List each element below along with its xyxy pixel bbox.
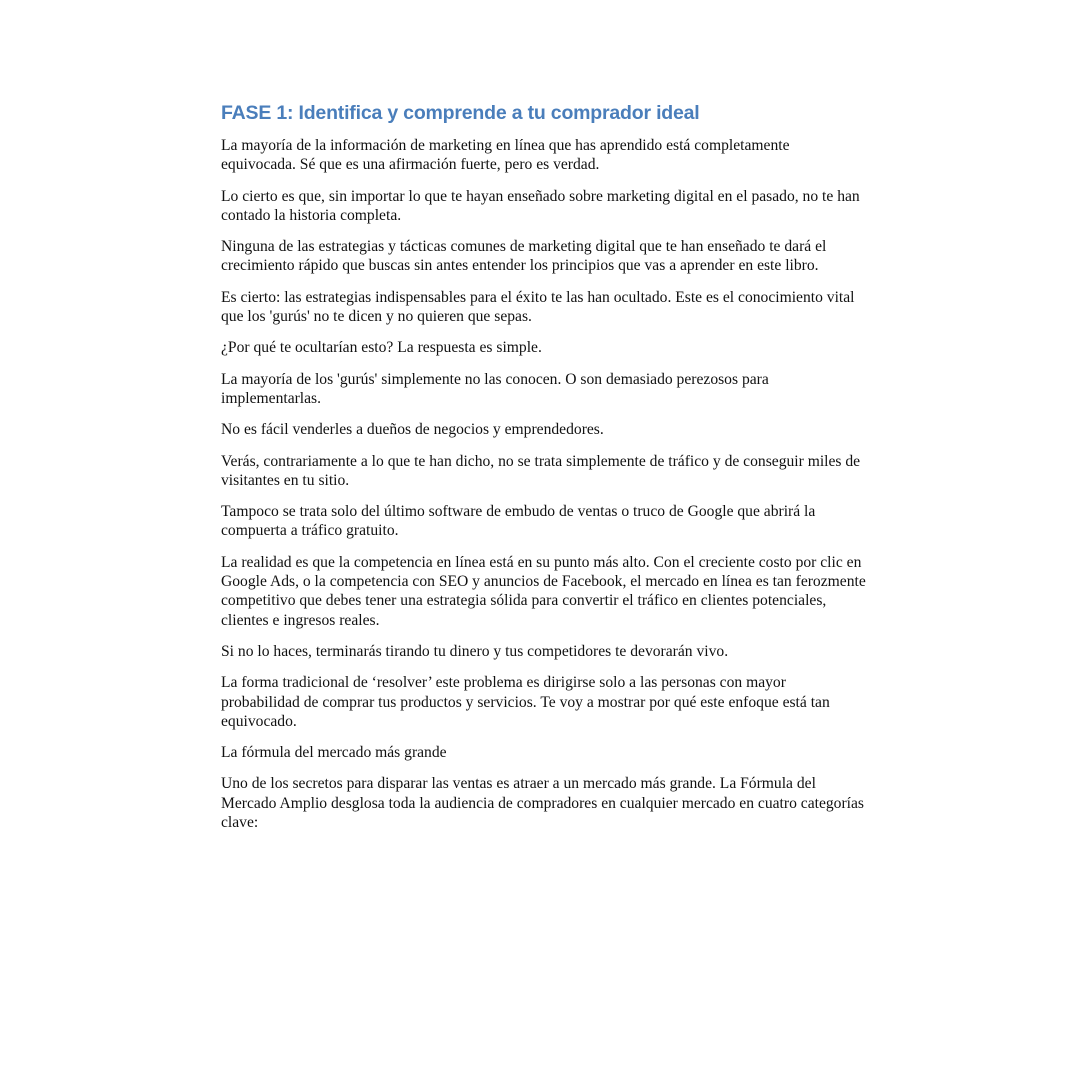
paragraph-5: ¿Por qué te ocultarían esto? La respuesta es simple. — [221, 339, 542, 357]
paragraph-8: Verás, contrariamente a lo que te han dicho, no se trata simplemente de tráfico y de conseguir miles de visitantes en tu sitio. — [221, 452, 861, 489]
paragraph-4: Es cierto: las estrategias indispensables para el éxito te las han ocultado. Este es el conocimiento vital que los 'gurús' no te dicen y no quieren que sepas. — [221, 288, 855, 326]
paragraph-3: Ninguna de las estrategias y tácticas comunes de marketing digital que te han enseñado te dará el crecimiento rápido que buscas sin antes entender los principios que vas a aprender en este libro. — [221, 238, 827, 275]
paragraph-10: La realidad es que la competencia en línea está en su punto más alto. Con el creciente costo por clic en Google Ads, o la competencia con SEO y anuncios de Facebook, el mercado en línea es tan ferozmente competitivo que debes tener una estrategia sólida para convertir el tráfico en clientes potenciales, clientes e ingresos reales. — [221, 553, 866, 629]
paragraph-1: La mayoría de la información de marketing en línea que has aprendido está completamente equivocada. Sé que es una afirmación fuerte, pero es verdad. — [221, 137, 790, 174]
paragraph-2: Lo cierto es que, sin importar lo que te hayan enseñado sobre marketing digital en el pasado, no te han contado la historia completa. — [221, 187, 860, 224]
paragraph-7: No es fácil venderles a dueños de negocios y emprendedores. — [221, 421, 604, 439]
paragraph-13: La fórmula del mercado más grande — [221, 744, 447, 762]
paragraph-9: Tampoco se trata solo del último software de embudo de ventas o truco de Google que abrirá la compuerta a tráfico gratuito. — [221, 503, 816, 540]
paragraph-6: La mayoría de los 'gurús' simplemente no las conocen. O son demasiado perezosos para implementarlas. — [221, 370, 769, 407]
paragraph-12: La forma tradicional de ‘resolver’ este problema es dirigirse solo a las personas con mayor probabilidad de comprar tus productos y servicios. Te voy a mostrar por qué este enfoque está tan equivocado. — [221, 674, 830, 730]
section-heading: FASE 1: Identifica y comprende a tu comprador ideal — [221, 102, 700, 124]
document-body — [221, 100, 866, 844]
paragraph-14: Uno de los secretos para disparar las ventas es atraer a un mercado más grande. La Fórmula del Mercado Amplio desglosa toda la audiencia de compradores en cualquier mercado en cuatro categorías clave: — [221, 775, 864, 832]
paragraph-11: Si no lo haces, terminarás tirando tu dinero y tus competidores te devorarán vivo. — [221, 642, 729, 660]
